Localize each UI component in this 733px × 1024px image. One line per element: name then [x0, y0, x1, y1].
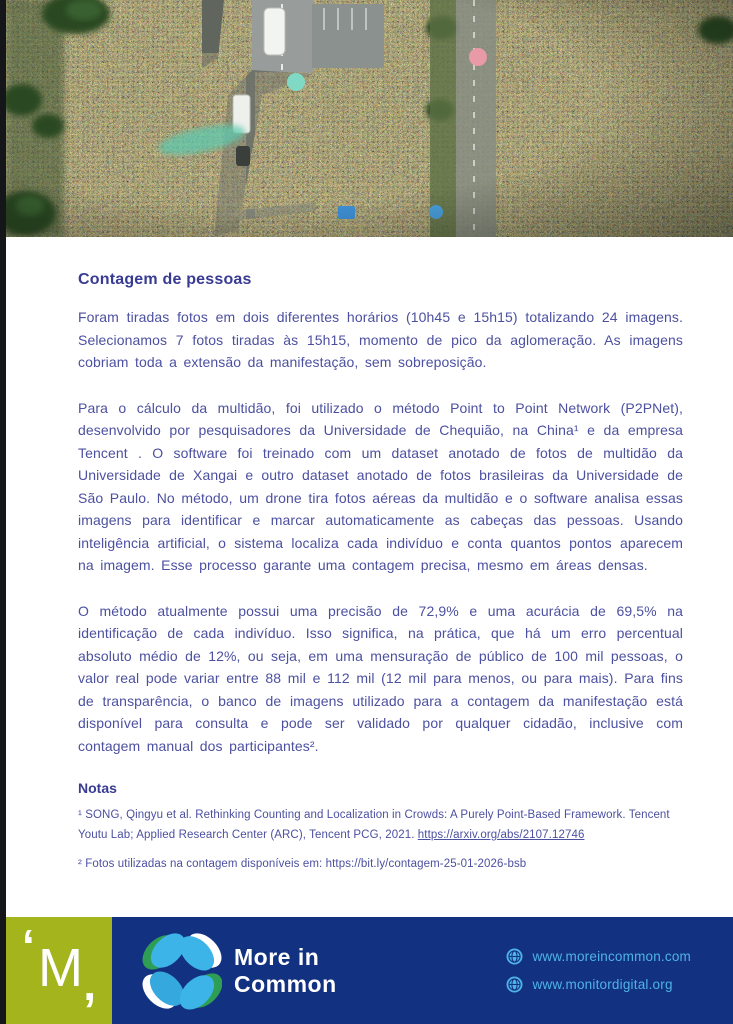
- report-body: [6, 237, 733, 874]
- footnote-1-text: ¹ SONG, Qingyu et al. Rethinking Counting and Localization in Crowds: A Purely Point-Based Framework. Tencent Youtu Lab; Applied Research Center (ARC), Tencent PCG, 2021.: [78, 809, 670, 841]
- paragraph-precision: O método atualmente possui uma precisão de 72,9% e uma acurácia de 69,5% na identificação de cada indivíduo. Isso significa, na prática, que há um erro percentual absoluto médio de 12%, ou seja, em uma mensuração de público de 100 mil pessoas, o valor real pode variar entre 88 mil e 112 mil (12 mil para menos, ou para mais). Para fins de transparência, o banco de imagens utilizado para a contagem da manifestação está disponível para consulta e pode ser validado por qualquer cidadão, inclusive com contagem manual dos participantes².: [78, 602, 683, 754]
- crowd-photo-illustration: [6, 0, 733, 237]
- arxiv-link[interactable]: https://arxiv.org/abs/2107.12746: [417, 829, 585, 841]
- website-link-moreincommon[interactable]: [506, 948, 691, 965]
- website-url: www.monitordigital.org: [532, 977, 673, 992]
- footnote-2-text: ² Fotos utilizadas na contagem disponíveis em:: [78, 858, 326, 870]
- bitly-link[interactable]: https://bit.ly/contagem-25-01-2026-bsb: [325, 858, 527, 870]
- footnote-1: [78, 805, 683, 845]
- monitor-monogram-logo: [6, 917, 112, 1024]
- open-quote-glyph: ‘: [22, 920, 35, 972]
- footer-links: [506, 948, 733, 993]
- notes-title: Notas: [78, 780, 117, 796]
- brand-line-1: More in: [234, 943, 320, 970]
- page-footer: [6, 917, 733, 1024]
- footnote-2: [78, 854, 683, 874]
- brand-wordmark: [234, 944, 337, 998]
- monogram-letter: M: [38, 938, 83, 998]
- globe-icon: [506, 976, 523, 993]
- website-url: www.moreincommon.com: [532, 949, 691, 964]
- footer-band: [112, 917, 733, 1024]
- close-quote-glyph: ,: [83, 958, 96, 1010]
- crowd-aerial-photo: [6, 0, 733, 237]
- section-title: Contagem de pessoas: [78, 271, 252, 288]
- paragraph-photos: Foram tiradas fotos em dois diferentes horários (10h45 e 15h15) totalizando 24 imagens. Selecionamos 7 fotos tiradas às 15h15, momento de pico da aglomeração. As imagens cobriam toda a extensão da manifestação, sem sobreposição.: [78, 309, 683, 370]
- paragraph-method: Para o cálculo da multidão, foi utilizado o método Point to Point Network (P2PNet), desenvolvido por pesquisadores da Universidade de Chequião, na China¹ e da empresa Tencent . O software foi treinado com um dataset anotado de fotos de multidão da Universidade de Xangai e outro dataset anotado de fotos brasileiras da Universidade de São Paulo. No método, um drone tira fotos aéreas da multidão e o software analisa essas imagens para identificar e marcar automaticamente as cabeças das pessoas. Usando inteligência artificial, o sistema localiza cada indivíduo e conta quantos pontos aparecem na imagem. Esse processo garante uma contagem precisa, mesmo em áreas densas.: [78, 399, 683, 573]
- globe-icon: [506, 948, 523, 965]
- more-in-common-flower-icon: [142, 931, 222, 1011]
- website-link-monitordigital[interactable]: [506, 976, 691, 993]
- brand-line-2: Common: [234, 970, 337, 997]
